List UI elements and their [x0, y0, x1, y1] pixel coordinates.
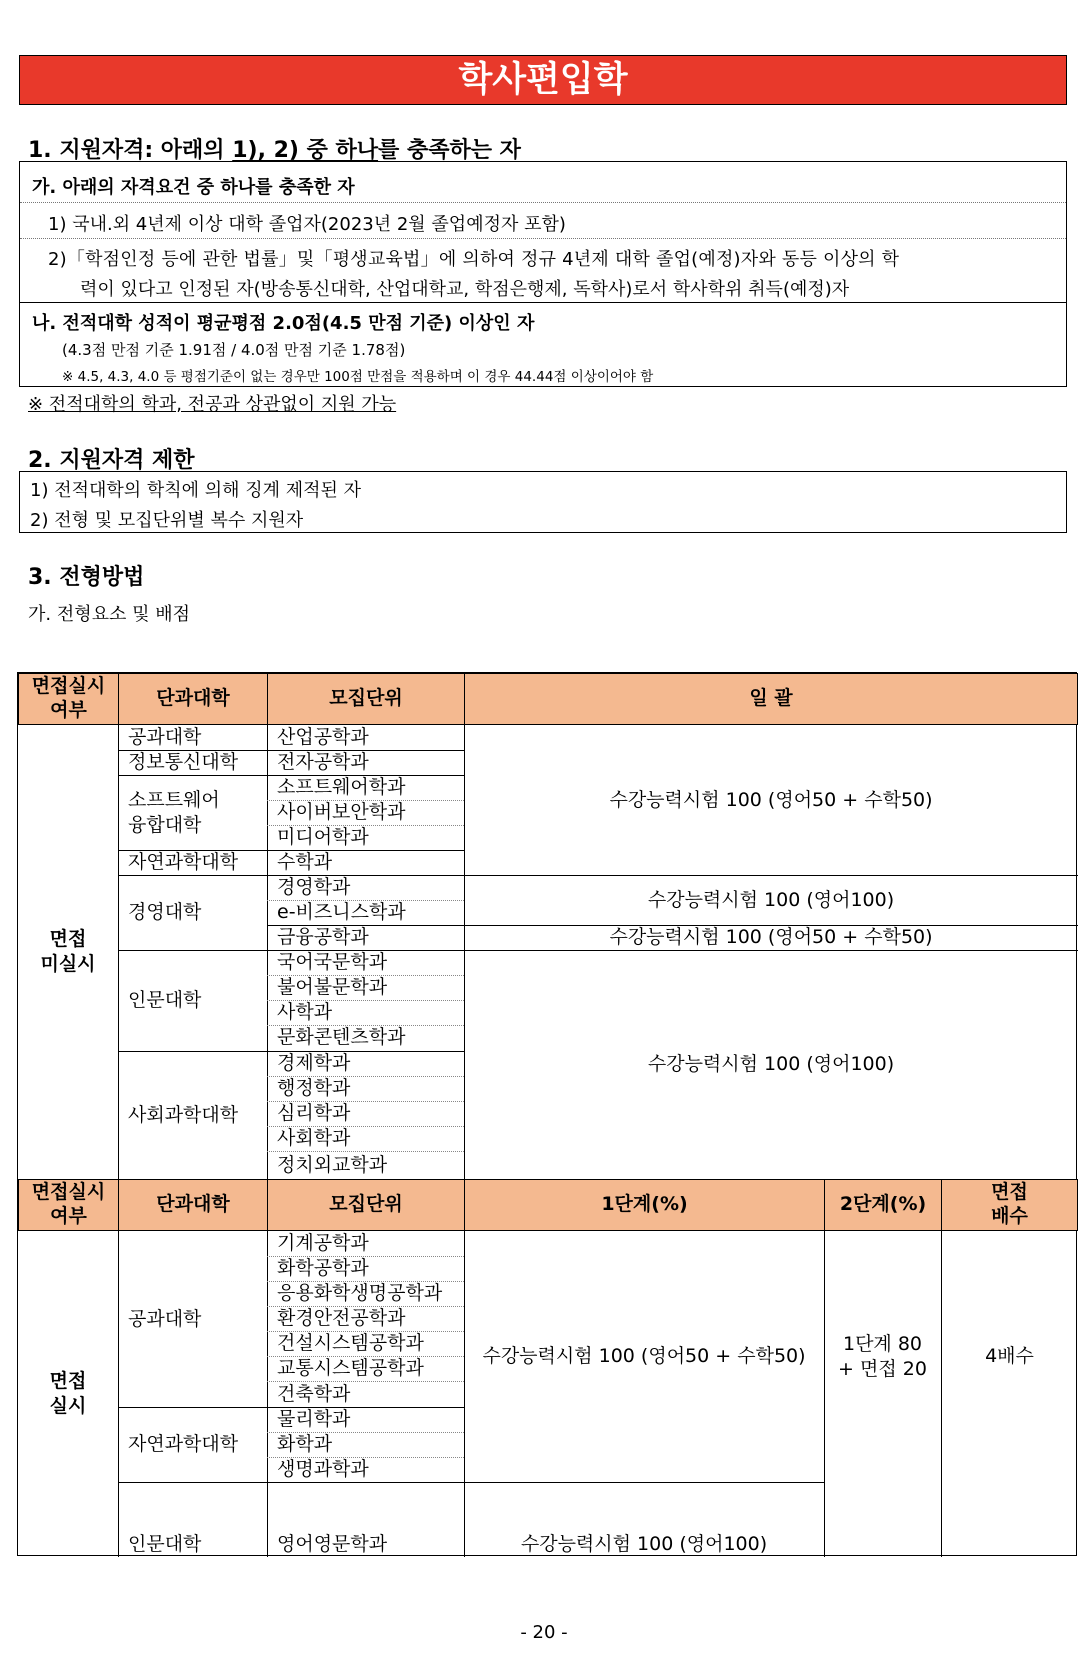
unit-cell: 건축학과	[277, 1382, 351, 1405]
table-header-interview: 면접실시 여부	[18, 673, 119, 725]
section1-heading-underlined: 1), 2) 중 하나	[232, 138, 379, 163]
grid-line	[267, 1306, 464, 1307]
unit-cell: 금융공학과	[277, 926, 369, 949]
restriction-item2: 2) 전형 및 모집단위별 복수 지원자	[30, 510, 304, 531]
page-banner-title: 학사편입학	[19, 55, 1067, 105]
grid-line	[267, 775, 464, 776]
grid-line	[267, 1076, 464, 1077]
section2-heading: 2. 지원자격 제한	[28, 448, 195, 473]
grid-line	[118, 750, 267, 751]
dotted-divider	[20, 202, 1066, 203]
grid-line	[118, 850, 267, 851]
selection-table	[17, 672, 1077, 1556]
section3-subheading: 가. 전형요소 및 배점	[28, 604, 190, 625]
college-cell	[118, 1482, 267, 1557]
stage1-cell	[464, 1482, 824, 1557]
college-cell: 소프트웨어 융합대학	[128, 788, 220, 836]
unit-cell: 응용화학생명공학과	[277, 1282, 443, 1305]
grid-line	[267, 950, 464, 951]
grid-line	[267, 1331, 464, 1332]
table-header-unit: 모집단위	[267, 673, 465, 725]
grid-line	[267, 1025, 464, 1026]
grid-line	[267, 925, 464, 926]
college-cell: 공과대학	[128, 1307, 202, 1330]
page-number: - 20 -	[520, 1622, 568, 1643]
method-cell: 수강능력시험 100 (영어50 + 수학50)	[609, 788, 933, 811]
college-cell: 공과대학	[128, 726, 202, 749]
unit-cell: 생명과학과	[277, 1458, 369, 1481]
college-cell: 자연과학대학	[128, 851, 239, 874]
grid-line	[267, 825, 464, 826]
grid-line	[464, 875, 1078, 876]
unit-cell: 경제학과	[277, 1052, 351, 1075]
method-cell: 수강능력시험 100 (영어100)	[647, 888, 895, 911]
college-cell: 정보통신대학	[128, 751, 239, 774]
section1-heading-prefix: 1. 지원자격: 아래의	[28, 138, 233, 163]
grid-line	[267, 1482, 464, 1483]
grid-line	[118, 1407, 267, 1408]
grid-line	[464, 1482, 824, 1483]
qualification-note: ※ 전적대학의 학과, 전공과 상관없이 지원 가능	[28, 394, 397, 415]
table-header-interview: 면접실시 여부	[18, 1179, 119, 1231]
grid-line	[267, 1407, 464, 1408]
method-cell: 수강능력시험 100 (영어50 + 수학50)	[609, 926, 933, 949]
unit-cell: 문화콘텐츠학과	[277, 1026, 406, 1049]
table-header-stage1: 1단계(%)	[464, 1179, 825, 1231]
grid-line	[267, 1256, 464, 1257]
qualification-na-line2: ※ 4.5, 4.3, 4.0 등 평점기준이 없는 경우만 100점 만점을 적용하며 이 경우 44.44점 이상이어야 함	[62, 369, 654, 385]
grid-line	[118, 775, 267, 776]
grid-line	[267, 1101, 464, 1102]
unit-cell: 국어국문학과	[277, 951, 388, 974]
unit-cell: 불어불문학과	[277, 976, 388, 999]
interview-multiple-cell: 4배수	[985, 1345, 1034, 1368]
grid-line	[267, 800, 464, 801]
unit-cell	[267, 1482, 464, 1557]
qualification-ga-item2-line1: 2)「학점인정 등에 관한 법률」및「평생교육법」에 의하여 정규 4년제 대학 졸업(예정)자와 동등 이상의 학	[48, 249, 900, 270]
restriction-item1: 1) 전적대학의 학칙에 의해 징계 제적된 자	[30, 480, 362, 501]
table-header-multiple: 면접 배수	[941, 1179, 1078, 1231]
grid-line	[267, 1000, 464, 1001]
grid-line	[267, 1457, 464, 1458]
grid-line	[267, 1281, 464, 1282]
section3-heading: 3. 전형방법	[28, 565, 145, 590]
grid-line	[267, 875, 464, 876]
unit-cell: 사학과	[277, 1001, 333, 1024]
grid-line	[267, 1381, 464, 1382]
grid-line	[118, 1051, 267, 1052]
unit-cell: e-비즈니스학과	[277, 901, 406, 924]
grid-line	[464, 925, 1078, 926]
table-header-stage2: 2단계(%)	[824, 1179, 942, 1231]
qualification-na-line1: (4.3점 만점 기준 1.91점 / 4.0점 만점 기준 1.78점)	[62, 341, 406, 359]
unit-cell: 산업공학과	[277, 726, 369, 749]
grid-line	[118, 1482, 267, 1483]
table-header-unit: 모집단위	[267, 1179, 465, 1231]
section1-heading	[28, 133, 521, 164]
unit-cell: 교통시스템공학과	[277, 1357, 424, 1380]
solid-divider	[20, 302, 1066, 303]
restriction-box	[19, 471, 1067, 533]
grid-line	[267, 900, 464, 901]
college-cell: 자연과학대학	[128, 1433, 239, 1456]
grid-line	[267, 1126, 464, 1127]
unit-cell: 전자공학과	[277, 751, 369, 774]
qualification-ga-title: 가. 아래의 자격요건 중 하나를 충족한 자	[32, 177, 355, 198]
table-header-batch: 일 괄	[464, 673, 1078, 725]
qualification-box	[19, 161, 1067, 387]
unit-cell: 수학과	[277, 851, 333, 874]
dotted-divider	[20, 238, 1066, 239]
unit-cell: 미디어학과	[277, 826, 369, 849]
grid-line	[267, 975, 464, 976]
unit-cell: 물리학과	[277, 1408, 351, 1431]
stage2-cell: 1단계 80 + 면접 20	[838, 1332, 927, 1380]
table-header-college: 단과대학	[118, 673, 268, 725]
method-cell: 수강능력시험 100 (영어100)	[647, 1053, 895, 1076]
qualification-na-title: 나. 전적대학 성적이 평균평점 2.0점(4.5 만점 기준) 이상인 자	[32, 313, 535, 334]
unit-cell-label: 영어영문학과	[277, 1533, 388, 1555]
college-cell: 경영대학	[128, 901, 202, 924]
college-cell-label: 인문대학	[128, 1533, 202, 1555]
unit-cell: 행정학과	[277, 1077, 351, 1100]
grid-line	[118, 875, 267, 876]
section1-heading-suffix: 를 충족하는 자	[378, 138, 521, 163]
grid-line	[118, 950, 267, 951]
unit-cell: 화학과	[277, 1433, 333, 1456]
grid-line	[267, 1051, 464, 1052]
grid-line	[267, 1151, 464, 1152]
unit-cell: 사회학과	[277, 1127, 351, 1150]
unit-cell: 사이버보안학과	[277, 801, 406, 824]
unit-cell: 정치외교학과	[277, 1153, 388, 1176]
qualification-ga-item2-line2: 력이 있다고 인정된 자(방송통신대학, 산업대학교, 학점은행제, 독학사)로서 학사학위 취득(예정)자	[80, 279, 850, 300]
unit-cell: 화학공학과	[277, 1257, 369, 1280]
unit-cell: 소프트웨어학과	[277, 776, 406, 799]
college-cell: 인문대학	[128, 989, 202, 1012]
table-header-college: 단과대학	[118, 1179, 268, 1231]
unit-cell: 건설시스템공학과	[277, 1332, 424, 1355]
college-cell: 사회과학대학	[128, 1103, 239, 1126]
grid-line	[464, 950, 1078, 951]
unit-cell: 환경안전공학과	[277, 1307, 406, 1330]
group2-label: 면접 실시	[49, 1370, 87, 1417]
stage1-cell-label: 수강능력시험 100 (영어100)	[520, 1533, 768, 1555]
grid-line	[267, 850, 464, 851]
unit-cell: 기계공학과	[277, 1232, 369, 1255]
grid-line	[267, 1356, 464, 1357]
grid-line	[267, 1432, 464, 1433]
unit-cell: 심리학과	[277, 1102, 351, 1125]
grid-line	[267, 750, 464, 751]
stage1-cell: 수강능력시험 100 (영어50 + 수학50)	[482, 1345, 806, 1368]
group1-label: 면접 미실시	[40, 928, 96, 975]
qualification-ga-item1: 1) 국내.외 4년제 이상 대학 졸업자(2023년 2월 졸업예정자 포함)	[48, 214, 566, 235]
unit-cell: 경영학과	[277, 876, 351, 899]
